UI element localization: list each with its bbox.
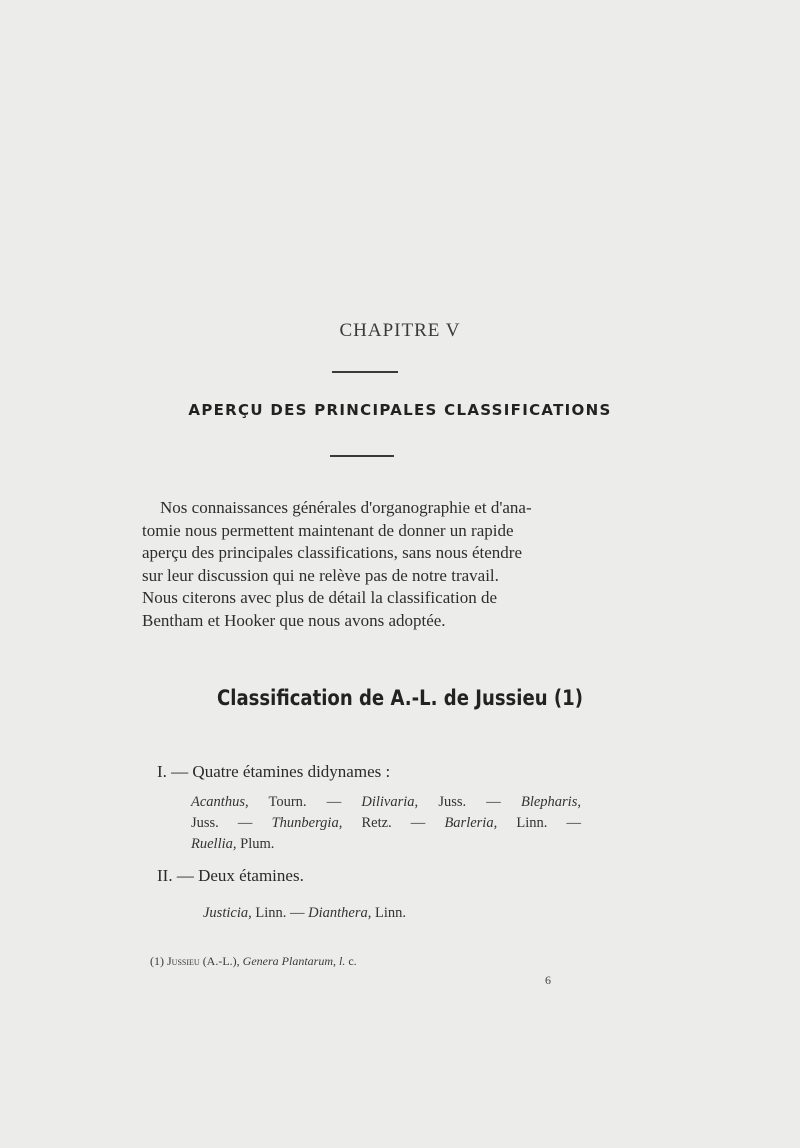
chapter-title: CHAPITRE V xyxy=(339,320,461,341)
ornamental-rule-top xyxy=(332,371,398,373)
genera-list-2 xyxy=(203,903,406,924)
intro-line: Nos connaissances générales d'organographie et d'ana- xyxy=(160,498,532,517)
genera-line: Juss. — Thunbergia, Retz. — Barleria, Linn. — xyxy=(191,815,581,831)
classification-heading: Classification de A.-L. de Jussieu (1) xyxy=(217,686,583,710)
footnote: (1) Jussieu (A.-L.), Genera Plantarum, l. c. xyxy=(150,954,357,968)
intro-line: sur leur discussion qui ne relève pas de notre travail. xyxy=(142,565,499,585)
intro-line: aperçu des principales classifications, sans nous étendre xyxy=(142,543,523,563)
genera-line: Acanthus, Tourn. — Dilivaria, Juss. — Blepharis, xyxy=(191,794,581,810)
group-heading-2: II. — Deux étamines. xyxy=(157,866,304,885)
genera-line: Justicia, Linn. — Dianthera, Linn. xyxy=(203,905,406,921)
section-title: APERÇU DES PRINCIPALES CLASSIFICATIONS xyxy=(188,401,612,419)
intro-line: tomie nous permettent maintenant de donner un rapide xyxy=(142,520,514,540)
genera-line: Ruellia, Plum. xyxy=(191,836,275,852)
genera-list-1 xyxy=(191,792,581,855)
intro-line: Nous citerons avec plus de détail la classification de xyxy=(142,588,497,608)
page-number: 6 xyxy=(545,973,551,987)
ornamental-rule-bottom xyxy=(330,455,394,457)
intro-paragraph xyxy=(142,497,584,633)
group-heading-1: I. — Quatre étamines didynames : xyxy=(157,762,391,781)
intro-line: Bentham et Hooker que nous avons adoptée. xyxy=(142,610,446,630)
